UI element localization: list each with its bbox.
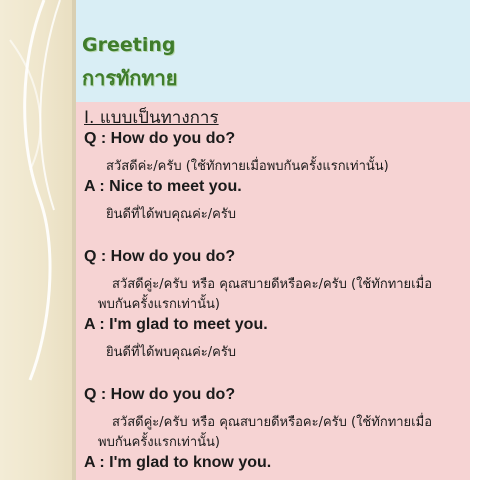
dialog-2-answer-thai: ยินดีที่ได้พบคุณค่ะ/ครับ [106, 345, 237, 360]
decorative-sidebar [0, 0, 72, 480]
dialog-3-answer: A : I'm glad to know you. [84, 454, 272, 471]
dialog-2-question-thai-line1: สวัสดีคู่ะ/ครับ หรือ คุณสบายดีหรือคะ/ครับ (ใช้ทักทายเมื่อ [112, 277, 432, 292]
title-english: Greeting [82, 34, 176, 56]
dialog-1-question-thai: สวัสดีค่ะ/ครับ (ใช้ทักทายเมื่อพบกันครั้งแรกเท่านั้น) [106, 159, 389, 174]
section-heading: I. แบบเป็นทางการ [84, 108, 219, 128]
dialog-3-question: Q : How do you do? [84, 386, 236, 403]
dialog-1-question: Q : How do you do? [84, 130, 236, 147]
dialog-3-question-thai-line2: พบกันครั้งแรกเท่านั้น) [98, 435, 220, 450]
dialog-1-answer-thai: ยินดีที่ได้พบคุณค่ะ/ครับ [106, 207, 237, 222]
dialog-1-answer: A : Nice to meet you. [84, 178, 242, 195]
swirl-decoration-icon [0, 0, 72, 480]
dialog-2-answer: A : I'm glad to meet you. [84, 316, 268, 333]
title-thai: การทักทาย [82, 66, 178, 90]
dialog-2-question: Q : How do you do? [84, 248, 236, 265]
dialog-2-question-thai-line2: พบกันครั้งแรกเท่านั้น) [98, 297, 220, 312]
dialog-3-question-thai-line1: สวัสดีคู่ะ/ครับ หรือ คุณสบายดีหรือคะ/ครับ (ใช้ทักทายเมื่อ [112, 415, 432, 430]
